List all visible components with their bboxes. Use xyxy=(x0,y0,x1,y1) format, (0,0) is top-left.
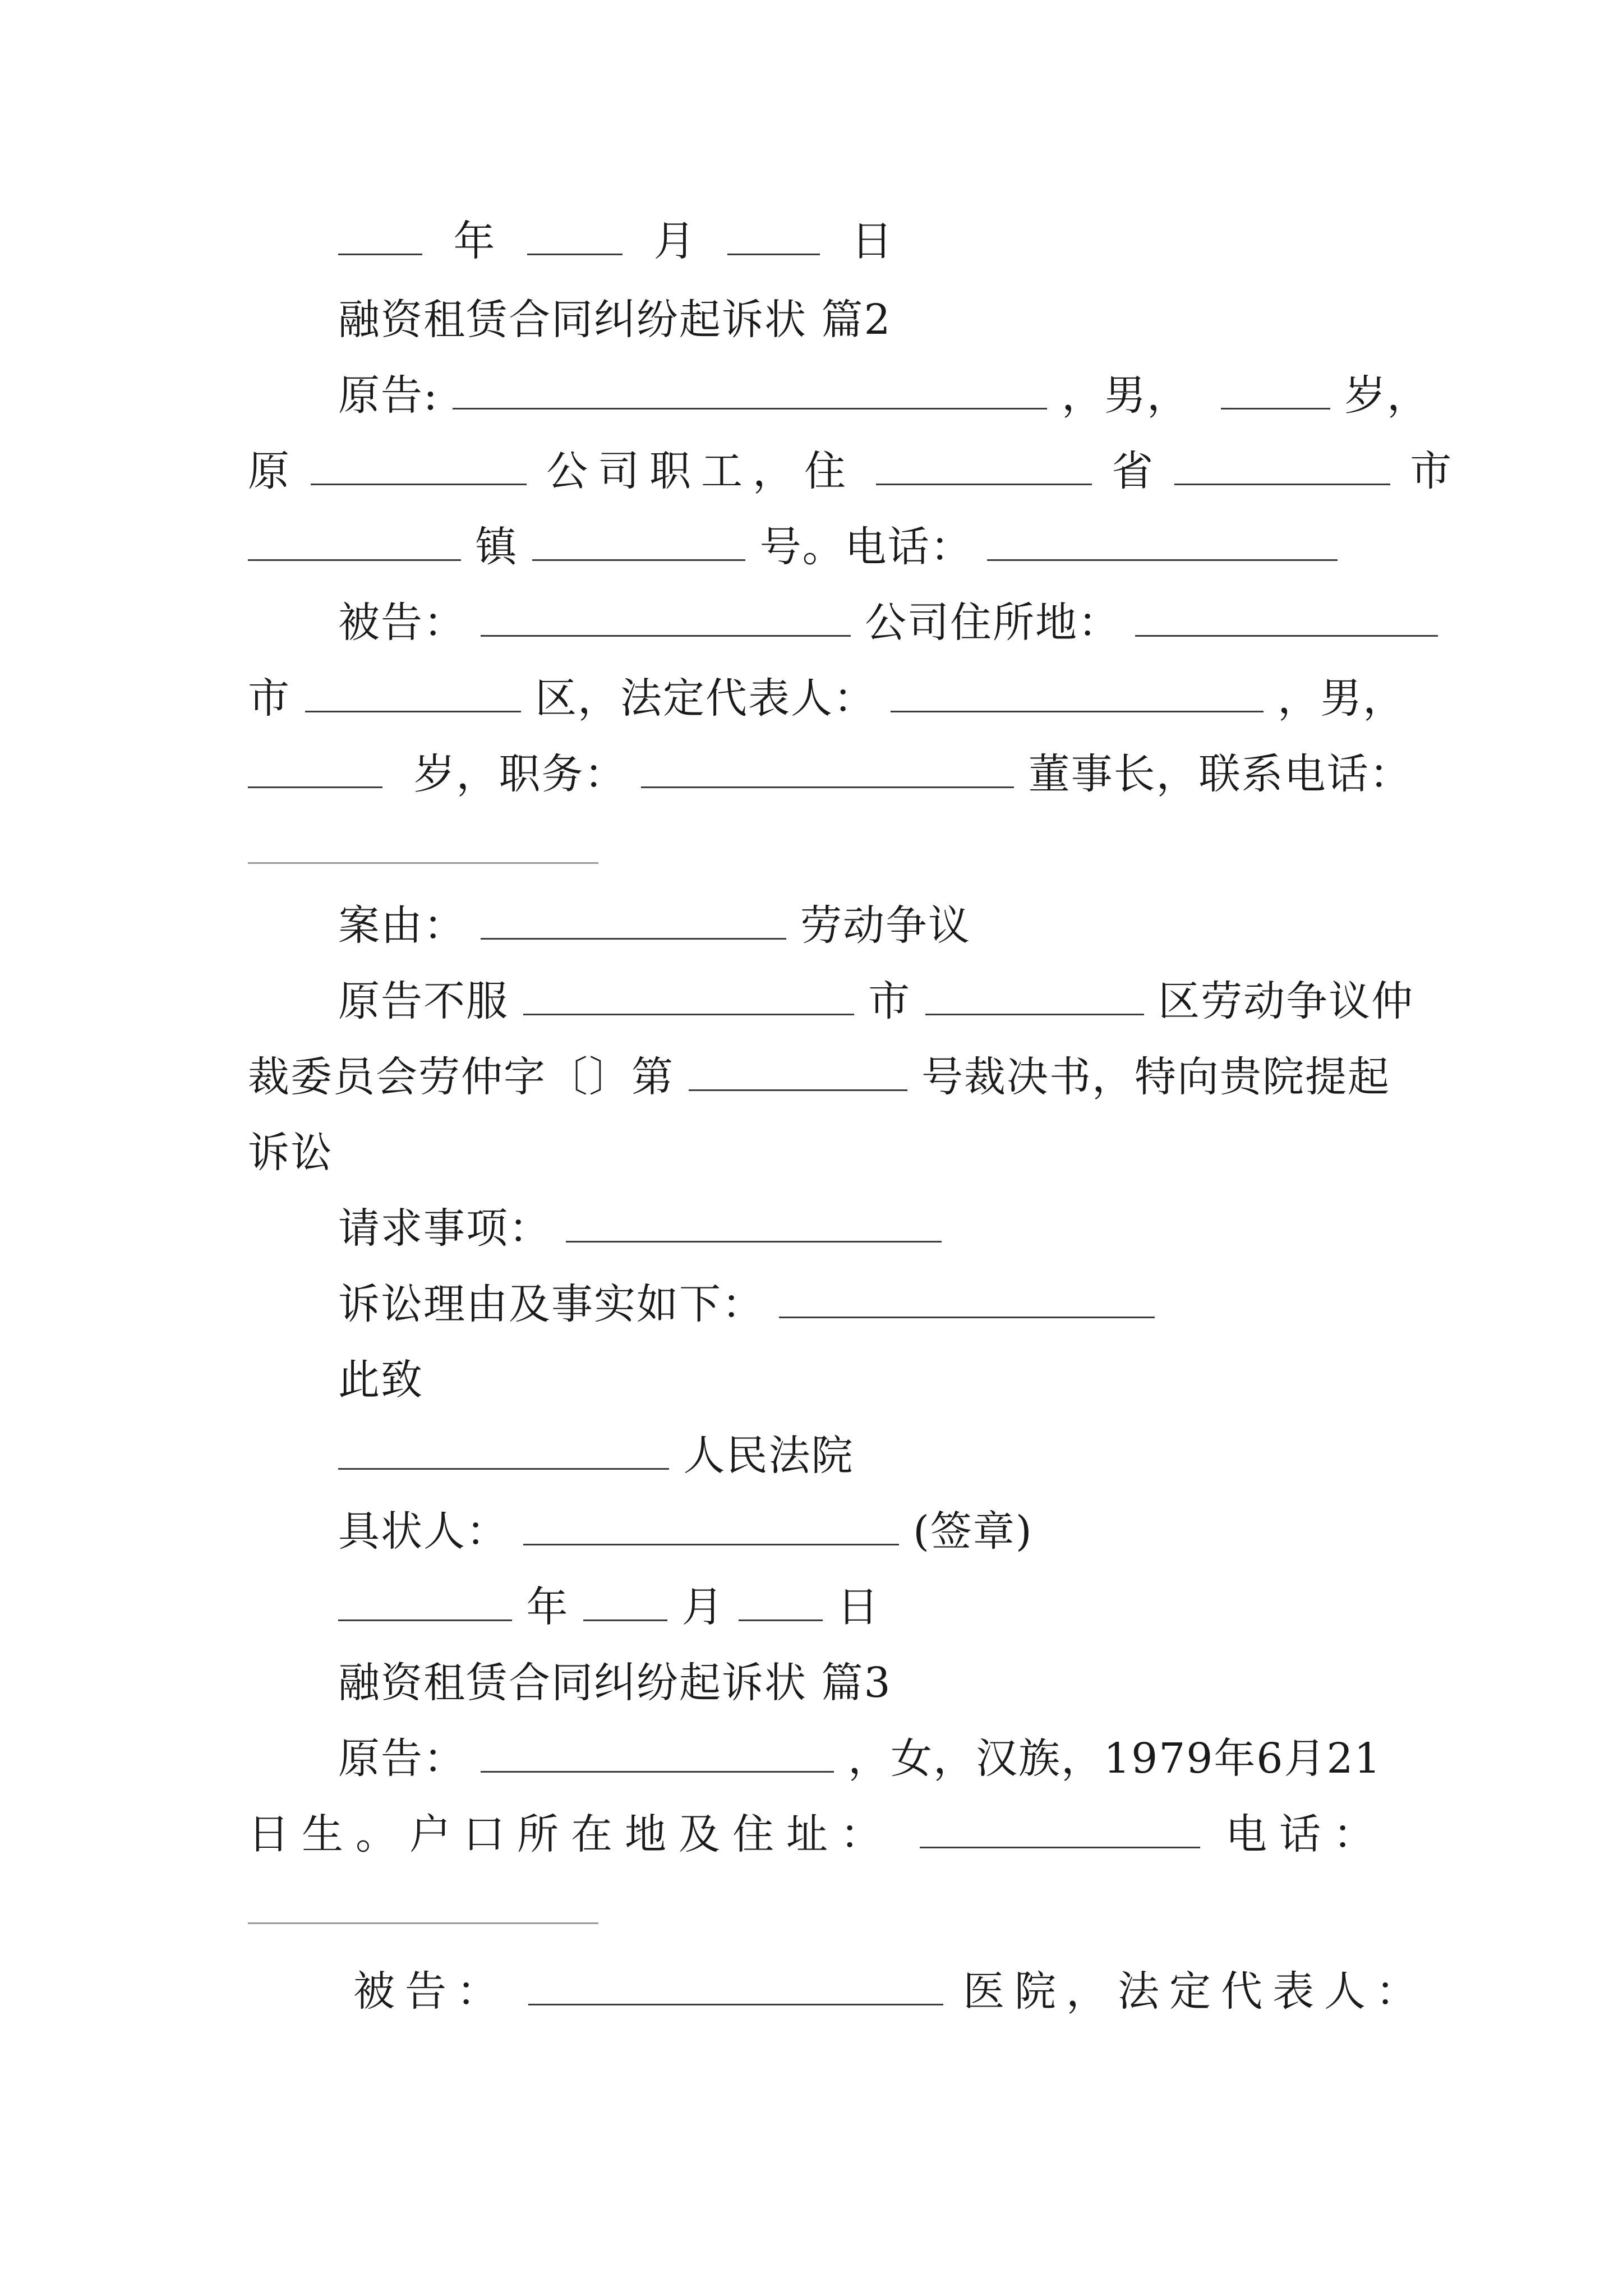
section3-hospital-label: 医院，法定代表人： xyxy=(963,1967,1428,2016)
reasons-label: 诉讼理由及事实如下： xyxy=(338,1280,764,1328)
plaintiff-line-2 xyxy=(248,443,1453,499)
plaintiff-line-3 xyxy=(248,519,1338,575)
defendant-city-blank xyxy=(305,671,521,712)
position-blank xyxy=(641,747,1014,788)
plaintiff-line-1 xyxy=(338,367,1430,424)
town-label: 镇 xyxy=(475,523,518,571)
legal-rep-gender: ，男， xyxy=(1278,674,1406,723)
plaintiff-name-blank xyxy=(453,369,1047,409)
reasons-line xyxy=(338,1276,1155,1332)
city-label: 市 xyxy=(1410,447,1453,495)
section2-day-label: 日 xyxy=(837,1583,880,1631)
defendant-phone-blank xyxy=(248,823,598,864)
court-label: 人民法院 xyxy=(683,1432,854,1480)
section2-year-blank xyxy=(338,1580,512,1621)
appeal-city-blank xyxy=(523,974,854,1015)
appeal-refuse-label: 原告不服 xyxy=(338,977,509,1025)
reasons-blank xyxy=(779,1277,1155,1318)
case-cause-line xyxy=(338,898,971,954)
day-blank xyxy=(727,214,820,255)
section3-title: 融资租赁合同纠纷起诉状 篇3 xyxy=(338,1659,892,1707)
section3-residence-blank xyxy=(920,1807,1200,1848)
town-blank-2 xyxy=(532,520,745,561)
defendant-line-2 xyxy=(248,670,1405,726)
chairman-phone-label: 董事长，联系电话： xyxy=(1028,750,1412,798)
province-blank xyxy=(876,444,1092,485)
claims-blank xyxy=(566,1202,942,1243)
company-address-blank xyxy=(1135,596,1438,637)
claims-line xyxy=(338,1200,942,1257)
section3-defendant-label: 被告： xyxy=(353,1967,508,2016)
appeal-district-blank xyxy=(925,974,1144,1015)
section3-plaintiff-line-2 xyxy=(248,1806,1387,1862)
appeal-city-label: 市 xyxy=(868,977,911,1025)
age-position-label: 岁，职务： xyxy=(413,750,627,798)
section2-month-label: 月 xyxy=(681,1583,725,1631)
section3-plaintiff-line-1 xyxy=(338,1731,1382,1787)
claims-label: 请求事项： xyxy=(338,1204,551,1253)
salutation: 此致 xyxy=(338,1356,423,1404)
defendant-line-3 xyxy=(248,746,1412,802)
plaintiff-gender: ，男， xyxy=(1062,371,1189,420)
seal-label: (签章) xyxy=(913,1507,1033,1556)
day-label: 日 xyxy=(851,217,894,265)
province-label: 省 xyxy=(1112,447,1155,495)
defendant-line-1 xyxy=(338,595,1438,651)
section3-phone-blank xyxy=(248,1883,598,1924)
legal-rep-age-blank xyxy=(248,747,382,788)
court-line xyxy=(338,1428,854,1484)
appeal-line-1 xyxy=(338,973,1414,1029)
section3-plaintiff-detail: ，女，汉族，1979年6月21 xyxy=(848,1734,1382,1783)
defendant-phone-line xyxy=(248,822,598,878)
plaintiff-label: 原告: xyxy=(338,371,439,420)
section3-phone-line xyxy=(248,1882,598,1938)
case-cause-blank xyxy=(481,899,786,940)
header-date-line xyxy=(338,213,894,269)
appeal-line-3: 诉讼 xyxy=(248,1129,333,1177)
signer-label: 具状人： xyxy=(338,1507,509,1556)
appeal-district-label: 区劳动争议仲 xyxy=(1158,977,1414,1025)
section3-defendant-blank xyxy=(528,1964,943,2005)
year-blank xyxy=(338,214,422,255)
signer-line xyxy=(338,1503,1033,1559)
section3-phone-label: 电话： xyxy=(1225,1810,1387,1858)
arbitration-number-blank xyxy=(689,1050,907,1091)
month-label: 月 xyxy=(653,217,697,265)
case-cause-label: 案由： xyxy=(338,901,466,950)
section2-year-label: 年 xyxy=(526,1583,569,1631)
company-worker-label: 公司职工，住 xyxy=(546,447,856,495)
section3-plaintiff-name-blank xyxy=(481,1732,834,1773)
section3-defendant-line xyxy=(353,1963,1427,2019)
plaintiff-age-label: 岁， xyxy=(1344,371,1430,420)
arbitration-label: 裁委员会劳仲字〔〕第 xyxy=(248,1053,674,1101)
court-blank xyxy=(338,1429,669,1470)
former-company-blank xyxy=(311,444,527,485)
appeal-line-2 xyxy=(248,1049,1390,1105)
former-label: 原 xyxy=(248,447,291,495)
plaintiff-age-blank xyxy=(1221,369,1330,409)
section2-month-blank xyxy=(583,1580,667,1621)
district-rep-label: 区，法定代表人： xyxy=(535,674,877,723)
signer-blank xyxy=(523,1504,899,1545)
defendant-label: 被告： xyxy=(338,599,466,647)
city-blank xyxy=(1174,444,1390,485)
defendant-city-label: 市 xyxy=(248,674,291,723)
legal-rep-blank xyxy=(891,671,1264,712)
defendant-name-blank xyxy=(481,596,851,637)
year-label: 年 xyxy=(453,217,496,265)
plaintiff-phone-blank xyxy=(987,520,1338,561)
section2-date-line xyxy=(338,1579,880,1635)
case-cause-value: 劳动争议 xyxy=(800,901,971,950)
section3-plaintiff-label: 原告： xyxy=(338,1734,466,1783)
company-address-label: 公司住所地： xyxy=(865,599,1121,647)
award-label: 号裁决书，特向贵院提起 xyxy=(921,1053,1391,1101)
number-phone-label: 号。电话： xyxy=(759,523,973,571)
town-blank-1 xyxy=(248,520,461,561)
section2-title: 融资租赁合同纠纷起诉状 篇2 xyxy=(338,296,892,344)
section2-day-blank xyxy=(739,1580,823,1621)
month-blank xyxy=(527,214,623,255)
section3-residence-label: 日生。户口所在地及住址： xyxy=(248,1810,894,1858)
